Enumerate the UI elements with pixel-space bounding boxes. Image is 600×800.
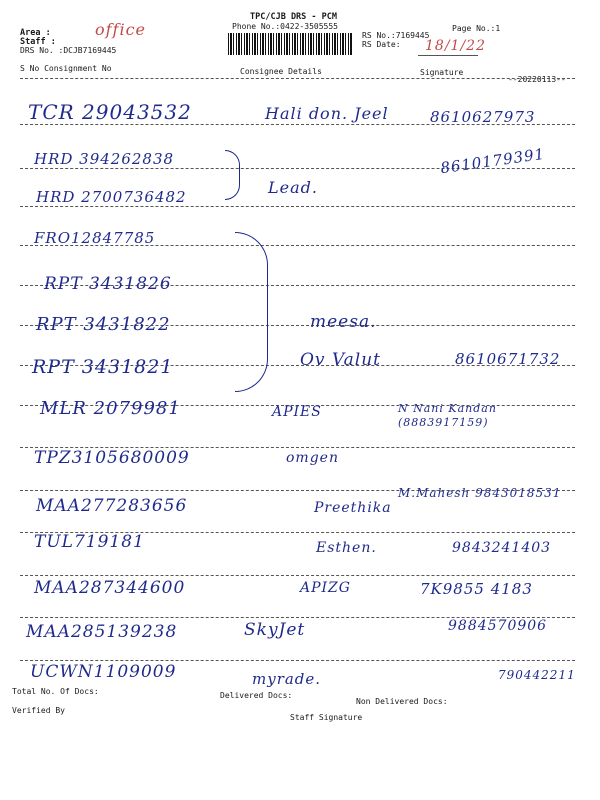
consignment-number: HRD 394262838 bbox=[34, 150, 175, 168]
consignment-number: RPT 3431826 bbox=[44, 274, 172, 294]
consignment-number: FRO12847785 bbox=[34, 229, 156, 247]
page-number: Page No.:1 bbox=[452, 24, 501, 33]
drs-no-label: DRS No. : bbox=[20, 46, 64, 55]
area-value: office bbox=[95, 20, 147, 39]
rs-date-value: 18/1/22 bbox=[425, 38, 486, 54]
consignment-number: MAA277283656 bbox=[36, 496, 188, 516]
signature-phone: 9884570906 bbox=[448, 618, 548, 634]
column-consignee: Consignee Details bbox=[240, 67, 322, 76]
consignment-number: RPT 3431821 bbox=[32, 356, 174, 378]
rs-date-label: RS Date: bbox=[362, 40, 401, 49]
column-sno-consignment: S No Consignment No bbox=[20, 64, 112, 73]
consignment-number: HRD 2700736482 bbox=[36, 188, 187, 206]
row-rule bbox=[20, 575, 575, 576]
staff-label: Staff : bbox=[20, 37, 56, 47]
area-label: Area : bbox=[20, 28, 51, 38]
consignee-name: Ov Valut bbox=[300, 350, 382, 370]
consignee-name: Hali don. Jeel bbox=[265, 104, 389, 123]
consignment-number: TPZ3105680009 bbox=[34, 448, 190, 468]
consignment-number: TCR 29043532 bbox=[28, 100, 192, 124]
rs-date-underline bbox=[418, 55, 478, 56]
consignee-name: Preethika bbox=[314, 500, 392, 516]
signature-phone: N Nani Kandan (8883917159) bbox=[398, 402, 497, 429]
non-delivered-docs-label: Non Delivered Docs: bbox=[356, 697, 448, 706]
signature-phone: 8610179391 bbox=[439, 144, 547, 178]
consignee-name: meesa. bbox=[310, 312, 377, 332]
row-rule bbox=[20, 660, 575, 661]
consignee-name: APIES bbox=[272, 404, 322, 420]
consignment-number: MLR 2079981 bbox=[40, 398, 181, 419]
phone-number: Phone No.:0422-3505555 bbox=[232, 22, 338, 31]
row-rule bbox=[20, 206, 575, 207]
consignment-number: TUL719181 bbox=[34, 532, 145, 552]
signature-phone: M.Mahesh 9843018531 bbox=[398, 486, 562, 500]
consignment-number: MAA285139238 bbox=[26, 622, 178, 642]
column-signature: Signature bbox=[420, 68, 464, 77]
bracket-mark bbox=[225, 150, 240, 200]
header-date-code: --20220113-- bbox=[508, 75, 566, 84]
barcode-small bbox=[228, 46, 352, 54]
consignment-number: MAA287344600 bbox=[34, 578, 186, 598]
consignee-name: myrade. bbox=[252, 670, 322, 688]
header-divider bbox=[20, 78, 575, 79]
signature-phone: 9843241403 bbox=[452, 540, 552, 556]
signature-phone: 790442211 bbox=[498, 668, 576, 682]
consignment-number: UCWN1109009 bbox=[30, 662, 177, 682]
drs-no bbox=[20, 46, 116, 56]
consignee-name: Lead. bbox=[268, 178, 318, 197]
consignee-name: Esthen. bbox=[316, 540, 377, 556]
delivered-docs-label: Delivered Docs: bbox=[220, 691, 293, 700]
signature-phone: 7K9855 4183 bbox=[420, 580, 533, 598]
verified-by-label: Verified By bbox=[12, 706, 65, 715]
consignee-name: omgen bbox=[286, 450, 339, 466]
consignee-name: SkyJet bbox=[244, 620, 306, 640]
signature-phone: 8610627973 bbox=[430, 108, 536, 126]
staff-signature-label: Staff Signature bbox=[290, 713, 363, 722]
drs-no-value: DCJB7169445 bbox=[63, 46, 117, 55]
consignment-number: RPT 3431822 bbox=[36, 314, 171, 335]
bracket-mark bbox=[235, 232, 268, 392]
rs-number: RS No.:7169445 bbox=[362, 31, 430, 40]
document-title: TPC/CJB DRS - PCM bbox=[250, 12, 337, 22]
total-docs-label: Total No. Of Docs: bbox=[12, 687, 99, 696]
signature-phone: 8610671732 bbox=[455, 350, 561, 368]
consignee-name: APIZG bbox=[300, 580, 351, 596]
